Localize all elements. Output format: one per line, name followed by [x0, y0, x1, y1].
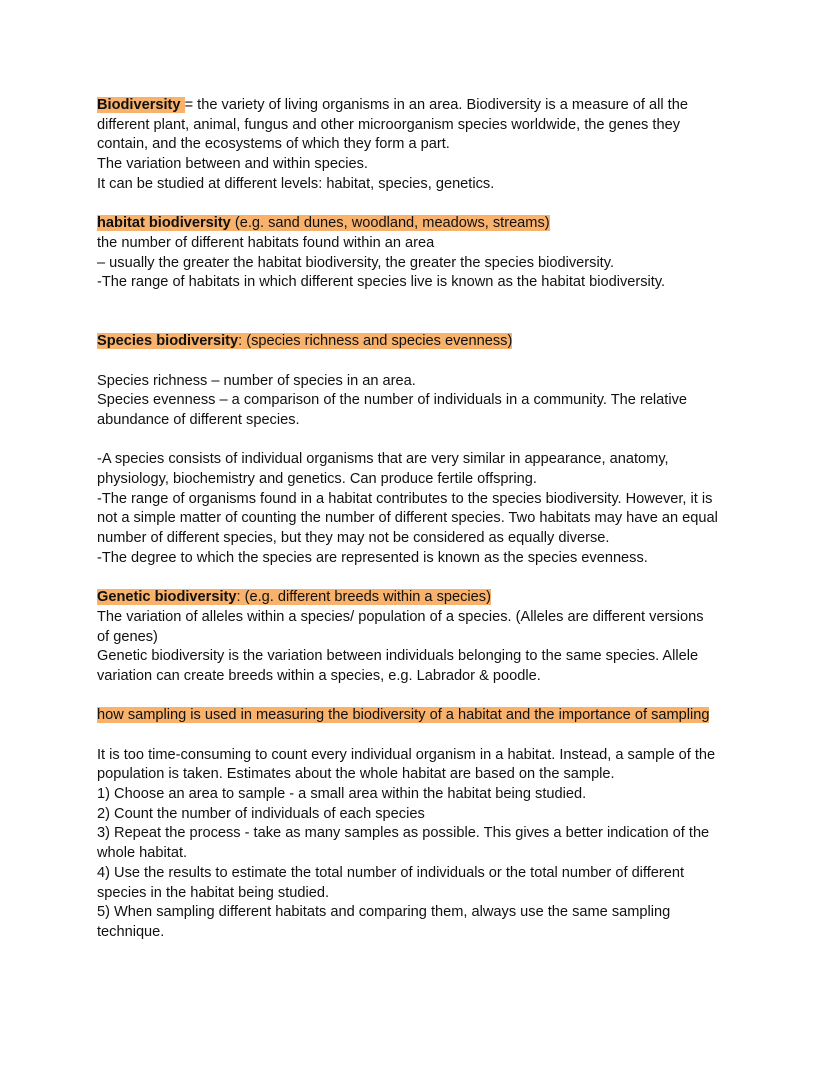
spacer — [97, 431, 737, 451]
species-text-line: physiology, biochemistry and genetics. Can produce fertile offspring. — [97, 471, 537, 488]
species-text-line: Species richness – number of species in an area. — [97, 372, 416, 389]
biodiversity-definition-line: The variation between and within species. — [97, 156, 368, 173]
spacer — [97, 352, 737, 372]
sampling-step-4-cont: species in the habitat being studied. — [97, 884, 330, 901]
sampling-text-line: It is too time-consuming to count every individual organism in a habitat. Instead, a sample of the — [97, 746, 716, 763]
spacer — [97, 293, 737, 313]
species-text-line: -The degree to which the species are represented is known as the species evenness. — [97, 549, 648, 566]
spacer — [97, 687, 737, 707]
sampling-text-line: population is taken. Estimates about the whole habitat are based on the sample. — [97, 766, 615, 783]
sampling-step-3-cont: whole habitat. — [97, 845, 188, 862]
biodiversity-term: Biodiversity — [97, 97, 185, 113]
species-text-line: -The range of organisms found in a habitat contributes to the species biodiversity. However, it is — [97, 490, 713, 507]
genetic-text-line: The variation of alleles within a species/ population of a species. (Alleles are different versions — [97, 608, 704, 625]
species-text-line: Species evenness – a comparison of the number of individuals in a community. The relative — [97, 392, 688, 409]
sampling-step-5-cont: technique. — [97, 923, 165, 940]
genetic-text-line: Genetic biodiversity is the variation between individuals belonging to the same species. Allele — [97, 648, 699, 665]
sampling-step-5: 5) When sampling different habitats and comparing them, always use the same sampling — [97, 904, 671, 921]
species-text-line: not a simple matter of counting the number of different species. Two habitats may have an equal — [97, 510, 718, 527]
document-page — [97, 96, 737, 943]
biodiversity-definition-line-1: Biodiversity = the variety of living organisms in an area. Biodiversity is a measure of all the — [97, 97, 688, 113]
spacer — [97, 569, 737, 589]
habitat-text-line: the number of different habitats found within an area — [97, 234, 435, 251]
spacer — [97, 313, 737, 333]
habitat-heading: habitat biodiversity (e.g. sand dunes, woodland, meadows, streams) — [97, 215, 550, 232]
species-heading: Species biodiversity: (species richness and species evenness) — [97, 333, 513, 350]
biodiversity-definition-line: different plant, animal, fungus and other microorganism species worldwide, the genes they — [97, 116, 680, 133]
species-text-line: number of different species, but they may not be considered as equally diverse. — [97, 530, 610, 547]
sampling-step-1: 1) Choose an area to sample - a small area within the habitat being studied. — [97, 786, 587, 803]
sampling-step-3: 3) Repeat the process - take as many samples as possible. This gives a better indication of the — [97, 825, 710, 842]
biodiversity-definition-line: It can be studied at different levels: habitat, species, genetics. — [97, 175, 495, 192]
species-text-line: abundance of different species. — [97, 412, 300, 428]
sampling-step-2: 2) Count the number of individuals of each species — [97, 805, 425, 822]
habitat-text-line: -The range of habitats in which different species live is known as the habitat biodiversity. — [97, 274, 666, 291]
genetic-heading: Genetic biodiversity: (e.g. different breeds within a species) — [97, 589, 491, 606]
spacer — [97, 194, 737, 214]
sampling-step-4: 4) Use the results to estimate the total number of individuals or the total number of different — [97, 864, 685, 881]
species-text-line: -A species consists of individual organisms that are very similar in appearance, anatomy, — [97, 451, 669, 468]
genetic-text-line: of genes) — [97, 628, 158, 645]
biodiversity-definition-line: contain, and the ecosystems of which they form a part. — [97, 136, 450, 153]
genetic-text-line: variation can create breeds within a species, e.g. Labrador & poodle. — [97, 667, 541, 684]
spacer — [97, 726, 737, 746]
habitat-text-line: – usually the greater the habitat biodiversity, the greater the species biodiversity. — [97, 254, 615, 271]
sampling-heading: how sampling is used in measuring the biodiversity of a habitat and the importance of sampling — [97, 707, 710, 724]
